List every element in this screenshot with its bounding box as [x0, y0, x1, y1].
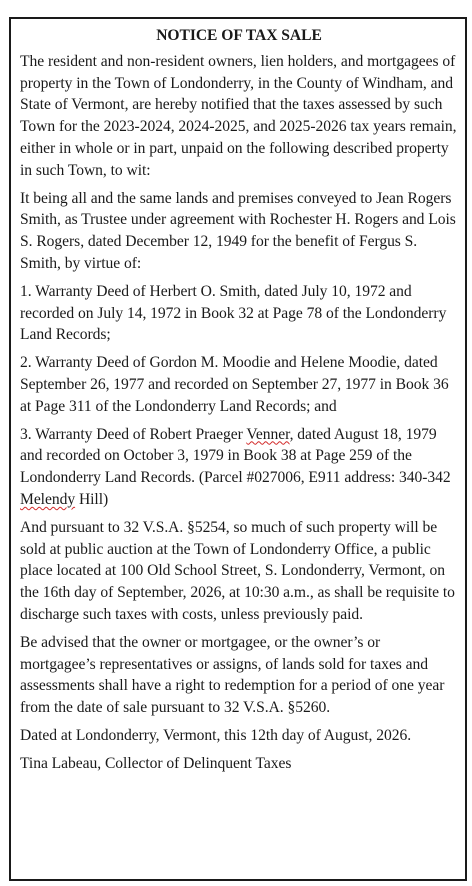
collector-signature: Tina Labeau, Collector of Delinquent Taxes: [20, 754, 292, 772]
conveyance-paragraph: It being all and the same lands and premises conveyed to Jean Rogers Smith, as Trustee under agreement with Rochester H. Rogers and Lois S. Rogers, dated December 12, 1949 for the benefit of Fergus S. Smith, by virtue of:: [20, 189, 456, 272]
tax-sale-notice: [9, 17, 467, 881]
deed-3-text-middle: , dated August 18, 1979 and recorded on October 3, 1979 in Book 38 at Page 259 of the Londonderry Land Records. (Parcel #027006, E911 address: 340-342: [20, 425, 451, 487]
dated-line: Dated at Londonderry, Vermont, this 12th day of August, 2026.: [20, 726, 412, 744]
auction-paragraph: And pursuant to 32 V.S.A. §5254, so much of such property will be sold at public auction at the Town of Londonderry Office, a public place located at 100 Old School Street, S. Londonderry, Vermont, on the 16th day of September, 2026, at 10:30 a.m., as shall be requisite to discharge such taxes with costs, unless previously paid.: [20, 518, 455, 623]
notice-title: NOTICE OF TAX SALE: [156, 27, 322, 44]
deed-3-text-start: 3. Warranty Deed of Robert Praeger: [20, 425, 247, 443]
deed-item-2: 2. Warranty Deed of Gordon M. Moodie and Helene Moodie, dated September 26, 1977 and recorded on September 27, 1977 in Book 36 at Page 311 of the Londonderry Land Records; and: [20, 354, 449, 415]
spellcheck-word-melendy[interactable]: Melendy: [20, 490, 76, 508]
spellcheck-word-venner[interactable]: Venner: [246, 425, 290, 443]
owners-paragraph: The resident and non-resident owners, lien holders, and mortgagees of property in the Town of Londonderry, in the County of Windham, and State of Vermont, are hereby notified that the taxes assessed by such Town for the 2023-2024, 2024-2025, and 2025-2026 tax years remain, either in whole or in part, unpaid on the following described property in such Town, to wit:: [20, 52, 457, 179]
redemption-paragraph: Be advised that the owner or mortgagee, or the owner’s or mortgagee’s representatives or assigns, of lands sold for taxes and assessments shall have a right to redemption for a period of one year from the date of sale pursuant to 32 V.S.A. §5260.: [20, 633, 445, 717]
deed-item-1: 1. Warranty Deed of Herbert O. Smith, dated July 10, 1972 and recorded on July 14, 1972 in Book 32 at Page 78 of the Londonderry Land Records;: [20, 282, 447, 344]
deed-3-text-end: Hill): [75, 490, 109, 508]
deed-item-3: [20, 424, 458, 511]
